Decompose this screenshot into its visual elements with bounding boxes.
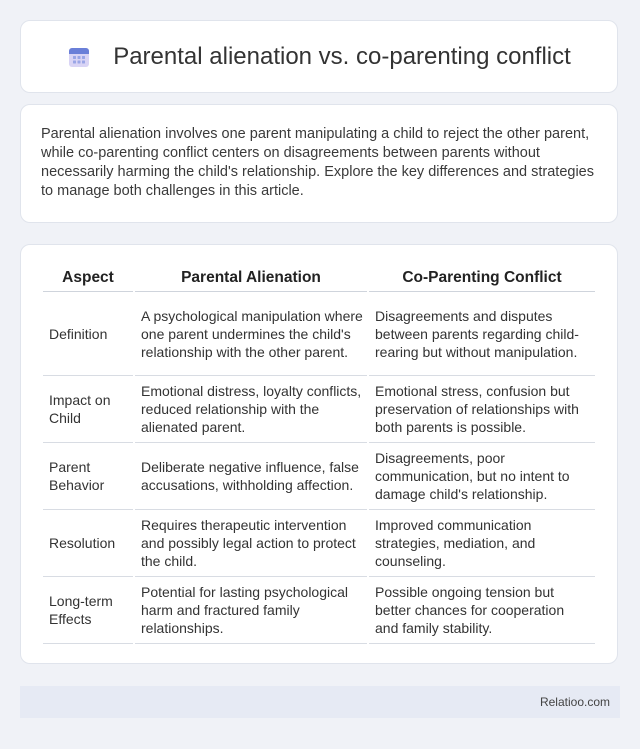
table-header-row (43, 265, 595, 292)
page-title: Parental alienation vs. co-parenting conflict (113, 42, 571, 70)
column-header-aspect: Aspect (43, 265, 133, 292)
footer-brand[interactable]: Relatioo.com (539, 695, 610, 709)
comparison-table (41, 265, 597, 644)
intro-text: Parental alienation involves one parent manipulating a child to reject the other parent, while co-parenting conflict centers on disagreements between parents without necessarily harming the child's relationship. Explore the key differences and strategies to manage both challenges in this article. (41, 126, 594, 199)
alienation-cell: Requires therapeutic intervention and possibly legal action to protect the child. (135, 510, 367, 577)
alienation-cell: Potential for lasting psychological harm and fractured family relationships. (135, 577, 367, 644)
title-card (20, 20, 618, 93)
conflict-cell: Disagreements, poor communication, but no intent to damage child's relationship. (369, 443, 595, 510)
alienation-cell: Emotional distress, loyalty conflicts, reduced relationship with the alienated parent. (135, 376, 367, 443)
aspect-cell: Impact on Child (43, 376, 133, 443)
table-row (43, 443, 595, 510)
aspect-cell: Definition (43, 292, 133, 376)
footer (20, 686, 620, 718)
table-row (43, 292, 595, 376)
table-row (43, 376, 595, 443)
conflict-cell: Improved communication strategies, mediation, and counseling. (369, 510, 595, 577)
conflict-cell: Emotional stress, confusion but preservation of relationships with both parents is possible. (369, 376, 595, 443)
alienation-cell: Deliberate negative influence, false accusations, withholding affection. (135, 443, 367, 510)
aspect-cell: Parent Behavior (43, 443, 133, 510)
intro-card (20, 104, 618, 223)
column-header-alienation: Parental Alienation (135, 265, 367, 292)
conflict-cell: Disagreements and disputes between parents regarding child-rearing but without manipulation. (369, 292, 595, 376)
aspect-cell: Resolution (43, 510, 133, 577)
column-header-conflict: Co-Parenting Conflict (369, 265, 595, 292)
conflict-cell: Possible ongoing tension but better chances for cooperation and family stability. (369, 577, 595, 644)
comparison-card (20, 244, 618, 664)
calendar-icon (67, 45, 91, 69)
aspect-cell: Long-term Effects (43, 577, 133, 644)
table-row (43, 510, 595, 577)
table-row (43, 577, 595, 644)
alienation-cell: A psychological manipulation where one parent undermines the child's relationship with the other parent. (135, 292, 367, 376)
